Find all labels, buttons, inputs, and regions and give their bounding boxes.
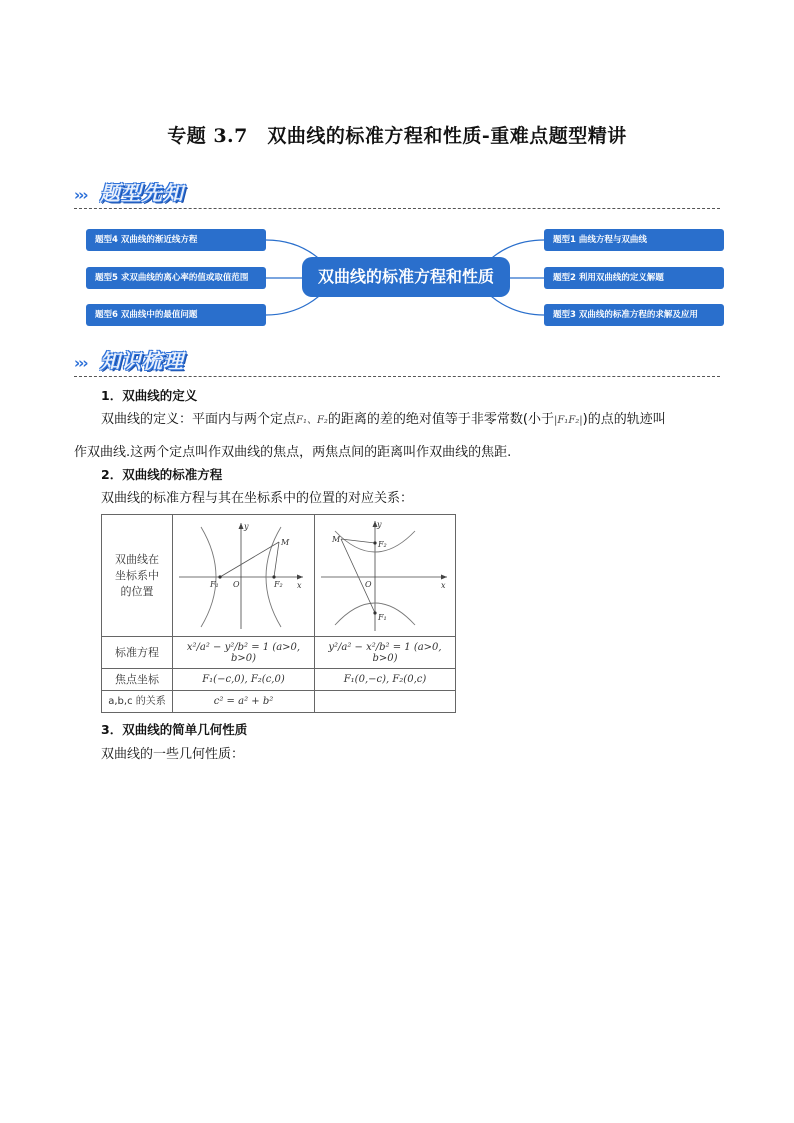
- origin-label: O: [365, 580, 372, 589]
- divider: [74, 208, 720, 209]
- table-label: 焦点坐标: [102, 669, 173, 691]
- section-heading: 2．双曲线的标准方程: [101, 467, 223, 482]
- mind-map-node: 题型4 双曲线的渐近线方程: [86, 229, 266, 251]
- axis-label: x: [441, 581, 446, 590]
- hyperbola-graph: [173, 515, 314, 633]
- focus-label: F₁: [210, 580, 219, 589]
- graph-vertical: [315, 515, 456, 637]
- focus-label: F₁: [378, 613, 387, 622]
- relation: c² = a² + b²: [173, 691, 315, 713]
- table-label: a,b,c 的关系: [102, 691, 173, 713]
- axis-label: y: [377, 520, 382, 529]
- text: 双曲线在: [115, 552, 159, 566]
- paragraph: 作双曲线.这两个定点叫作双曲线的焦点，两焦点间的距离叫作双曲线的焦距.: [74, 445, 512, 460]
- mind-map-node: 题型3 双曲线的标准方程的求解及应用: [544, 304, 724, 326]
- divider: [74, 376, 720, 377]
- hyperbola-table: [101, 514, 456, 713]
- mind-map: [74, 212, 738, 340]
- banner-topic-preview: [74, 178, 214, 208]
- text: 的位置: [120, 584, 154, 598]
- paragraph: [101, 408, 666, 427]
- banner-title: 知识梳理: [100, 349, 184, 373]
- mind-map-node: 题型1 曲线方程与双曲线: [544, 229, 724, 251]
- section-heading: 1．双曲线的定义: [101, 388, 198, 403]
- page-title: 专题 3.7 双曲线的标准方程和性质-重难点题型精讲: [167, 125, 627, 147]
- mind-map-node: 题型6 双曲线中的最值问题: [86, 304, 266, 326]
- point-label: M: [332, 535, 341, 544]
- text: 的距离的差的绝对值等于非零常数(小于: [327, 412, 554, 427]
- table-label: 标准方程: [102, 637, 173, 669]
- mind-map-node: 题型5 求双曲线的离心率的值或取值范围: [86, 267, 266, 289]
- banner-title: 题型先知: [100, 181, 184, 205]
- point-label: M: [281, 538, 290, 547]
- axis-label: y: [244, 522, 249, 531]
- paragraph: 双曲线的标准方程与其在坐标系中的位置的对应关系：: [101, 491, 414, 506]
- graph-horizontal: [173, 515, 315, 637]
- mind-map-node: 题型2 利用双曲线的定义解题: [544, 267, 724, 289]
- math: F₁、F₂: [296, 415, 328, 426]
- focus-label: F₂: [274, 580, 283, 589]
- text: 坐标系中: [115, 568, 159, 582]
- axis-label: x: [297, 581, 302, 590]
- text: 双曲线的定义：平面内与两个定点: [101, 412, 297, 427]
- origin-label: O: [233, 580, 240, 589]
- math: |F₁F₂|: [554, 415, 583, 426]
- empty-cell: [315, 691, 456, 713]
- chevron-icon: ›››: [74, 186, 87, 204]
- banner-knowledge: [74, 346, 214, 376]
- table-label: [102, 515, 173, 637]
- hyperbola-graph: [315, 515, 455, 633]
- foci: F₁(−c,0), F₂(c,0): [173, 669, 315, 691]
- foci: F₁(0,−c), F₂(0,c): [315, 669, 456, 691]
- chevron-icon: ›››: [74, 354, 87, 372]
- focus-label: F₂: [378, 540, 387, 549]
- paragraph: 双曲线的一些几何性质：: [101, 747, 245, 762]
- equation: x²/a² − y²/b² = 1 (a>0, b>0): [173, 637, 315, 669]
- mind-map-center: 双曲线的标准方程和性质: [302, 257, 510, 297]
- section-heading: 3．双曲线的简单几何性质: [101, 722, 248, 737]
- text: )的点的轨迹叫: [582, 412, 666, 427]
- equation: y²/a² − x²/b² = 1 (a>0, b>0): [315, 637, 456, 669]
